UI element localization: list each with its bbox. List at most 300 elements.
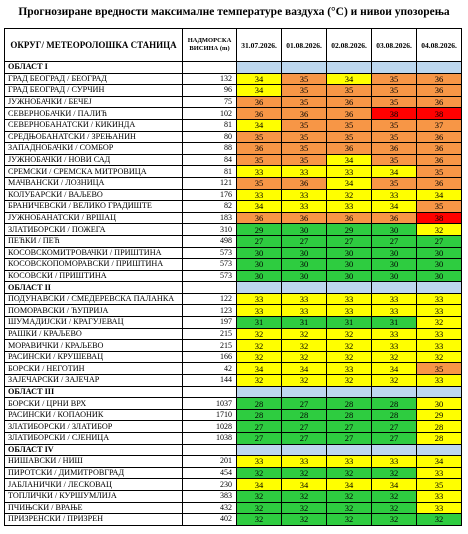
temperature-cell: 32 [282, 490, 327, 502]
temperature-cell: 29 [327, 224, 372, 236]
temperature-cell: 33 [237, 456, 282, 468]
table-row [5, 293, 462, 305]
station-name: ЗЛАТИБОРСКИ / ЗЛАТИБОР [5, 421, 183, 433]
temperature-cell: 36 [237, 108, 282, 120]
table-row [5, 375, 462, 387]
region-name: ОБЛАСТ III [5, 386, 183, 398]
temperature-cell: 35 [237, 131, 282, 143]
temperature-cell: 27 [372, 421, 417, 433]
temperature-cell: 33 [282, 166, 327, 178]
table-row [5, 224, 462, 236]
region-blank-cell [183, 386, 237, 398]
temperature-cell: 32 [417, 224, 462, 236]
temperature-cell: 33 [327, 363, 372, 375]
region-date-cell [282, 282, 327, 294]
temperature-cell: 30 [417, 247, 462, 259]
table-row [5, 363, 462, 375]
station-name: РАСИНСКИ / КРУШЕВАЦ [5, 351, 183, 363]
temperature-cell: 35 [372, 96, 417, 108]
temperature-cell: 36 [237, 96, 282, 108]
table-row [5, 201, 462, 213]
temperature-cell: 30 [417, 270, 462, 282]
temperature-cell: 32 [372, 490, 417, 502]
temperature-cell: 32 [237, 375, 282, 387]
region-date-cell [417, 62, 462, 74]
temperature-cell: 34 [237, 479, 282, 491]
temperature-cell: 38 [417, 212, 462, 224]
station-altitude: 144 [183, 375, 237, 387]
station-column-header: ОКРУГ/ МЕТЕОРОЛОШКА СТАНИЦА [5, 29, 183, 62]
temperature-cell: 35 [282, 73, 327, 85]
region-date-cell [237, 62, 282, 74]
temperature-cell: 35 [282, 131, 327, 143]
temperature-cell: 35 [417, 166, 462, 178]
region-date-cell [327, 62, 372, 74]
temperature-cell: 27 [282, 235, 327, 247]
temperature-cell: 30 [282, 259, 327, 271]
table-row [5, 305, 462, 317]
temperature-cell: 34 [237, 85, 282, 97]
temperature-cell: 36 [327, 96, 372, 108]
station-altitude: 197 [183, 317, 237, 329]
temperature-cell: 29 [237, 224, 282, 236]
station-name: МОРАВИЧКИ / КРАЉЕВО [5, 340, 183, 352]
temperature-cell: 33 [417, 467, 462, 479]
temperature-cell: 31 [282, 317, 327, 329]
temperature-cell: 33 [282, 456, 327, 468]
temperature-cell: 33 [372, 293, 417, 305]
region-date-cell [237, 444, 282, 456]
station-altitude: 80 [183, 131, 237, 143]
temperature-cell: 30 [417, 398, 462, 410]
station-altitude: 123 [183, 305, 237, 317]
table-row [5, 514, 462, 526]
temperature-cell: 32 [327, 502, 372, 514]
table-row [5, 247, 462, 259]
temperature-cell: 33 [282, 189, 327, 201]
temperature-cell: 35 [282, 143, 327, 155]
temperature-cell: 27 [282, 433, 327, 445]
temperature-cell: 32 [417, 514, 462, 526]
station-altitude: 81 [183, 166, 237, 178]
temperature-cell: 32 [282, 375, 327, 387]
table-row [5, 259, 462, 271]
table-row [5, 96, 462, 108]
temperature-cell: 32 [417, 317, 462, 329]
temperature-cell: 32 [282, 351, 327, 363]
forecast-table [4, 28, 462, 526]
temperature-cell: 32 [372, 375, 417, 387]
region-blank-cell [183, 282, 237, 294]
temperature-cell: 35 [372, 154, 417, 166]
temperature-cell: 28 [417, 433, 462, 445]
temperature-cell: 28 [372, 409, 417, 421]
temperature-cell: 30 [327, 259, 372, 271]
temperature-cell: 32 [237, 340, 282, 352]
station-name: ЗАЈЕЧАРСКИ / ЗАЈЕЧАР [5, 375, 183, 387]
temperature-cell: 36 [417, 73, 462, 85]
temperature-cell: 32 [327, 375, 372, 387]
station-altitude: 183 [183, 212, 237, 224]
station-altitude: 454 [183, 467, 237, 479]
temperature-cell: 36 [372, 143, 417, 155]
station-altitude: 432 [183, 502, 237, 514]
temperature-cell: 32 [282, 502, 327, 514]
temperature-cell: 32 [282, 467, 327, 479]
temperature-cell: 34 [372, 363, 417, 375]
temperature-cell: 35 [282, 96, 327, 108]
station-altitude: 88 [183, 143, 237, 155]
temperature-cell: 35 [372, 119, 417, 131]
temperature-cell: 32 [372, 502, 417, 514]
station-name: ЗЛАТИБОРСКИ / ПОЖЕГА [5, 224, 183, 236]
temperature-cell: 27 [282, 421, 327, 433]
temperature-cell: 33 [417, 502, 462, 514]
region-blank-cell [183, 62, 237, 74]
temperature-cell: 32 [372, 351, 417, 363]
region-date-cell [237, 386, 282, 398]
temperature-cell: 27 [372, 433, 417, 445]
temperature-cell: 27 [327, 433, 372, 445]
station-altitude: 132 [183, 73, 237, 85]
station-name: ЗАПАДНОБАЧКИ / СОМБОР [5, 143, 183, 155]
altitude-column-header: НАДМОРСКА ВИСИНА (m) [183, 29, 237, 62]
station-name: КОСОВСКОПОМОРАВСКИ / ПРИШТИНА [5, 259, 183, 271]
station-altitude: 402 [183, 514, 237, 526]
temperature-cell: 32 [282, 514, 327, 526]
station-altitude: 201 [183, 456, 237, 468]
station-altitude: 498 [183, 235, 237, 247]
temperature-cell: 33 [372, 340, 417, 352]
temperature-cell: 36 [237, 212, 282, 224]
temperature-cell: 34 [372, 479, 417, 491]
table-row [5, 143, 462, 155]
temperature-cell: 36 [417, 131, 462, 143]
temperature-cell: 33 [417, 305, 462, 317]
temperature-cell: 34 [327, 73, 372, 85]
station-name: ЈУЖНОБАЧКИ / БЕЧЕЈ [5, 96, 183, 108]
temperature-cell: 33 [327, 293, 372, 305]
table-row [5, 270, 462, 282]
table-body [5, 62, 462, 526]
temperature-cell: 30 [282, 270, 327, 282]
table-row [5, 119, 462, 131]
date-column-header: 02.08.2026. [327, 29, 372, 62]
temperature-cell: 36 [237, 143, 282, 155]
temperature-cell: 34 [237, 201, 282, 213]
temperature-cell: 36 [372, 212, 417, 224]
station-name: КОЛУБАРСКИ / ВАЉЕВО [5, 189, 183, 201]
table-row [5, 456, 462, 468]
station-altitude: 102 [183, 108, 237, 120]
region-date-cell [417, 282, 462, 294]
table-row [5, 85, 462, 97]
temperature-cell: 34 [417, 189, 462, 201]
station-altitude: 96 [183, 85, 237, 97]
station-name: БОРСКИ / НЕГОТИН [5, 363, 183, 375]
station-altitude: 122 [183, 293, 237, 305]
region-name: ОБЛАСТ I [5, 62, 183, 74]
table-row [5, 131, 462, 143]
station-name: БРАНИЧЕВСКИ / ВЕЛИКО ГРАДИШТЕ [5, 201, 183, 213]
temperature-cell: 30 [237, 259, 282, 271]
station-name: СРЕМСКИ / СРЕМСКА МИТРОВИЦА [5, 166, 183, 178]
region-date-cell [327, 386, 372, 398]
temperature-cell: 33 [372, 305, 417, 317]
region-date-cell [237, 282, 282, 294]
table-row [5, 409, 462, 421]
temperature-cell: 32 [237, 467, 282, 479]
station-name: ПИРОТСКИ / ДИМИТРОВГРАД [5, 467, 183, 479]
station-name: ПЕЋКИ / ПЕЋ [5, 235, 183, 247]
temperature-cell: 32 [372, 467, 417, 479]
station-name: ПЧИЊСКИ / ВРАЊЕ [5, 502, 183, 514]
temperature-cell: 27 [282, 398, 327, 410]
region-date-cell [282, 444, 327, 456]
station-altitude: 166 [183, 351, 237, 363]
temperature-cell: 31 [237, 317, 282, 329]
temperature-cell: 32 [327, 351, 372, 363]
table-row [5, 398, 462, 410]
station-name: ШУМАДИЈСКИ / КРАГУЈЕВАЦ [5, 317, 183, 329]
temperature-cell: 36 [327, 212, 372, 224]
temperature-cell: 30 [372, 224, 417, 236]
temperature-cell: 33 [327, 201, 372, 213]
temperature-cell: 32 [327, 328, 372, 340]
temperature-cell: 30 [372, 270, 417, 282]
temperature-cell: 27 [417, 235, 462, 247]
station-name: ТОПЛИЧКИ / КУРШУМЛИЈА [5, 490, 183, 502]
station-name: ЈАБЛАНИЧКИ / ЛЕСКОВАЦ [5, 479, 183, 491]
station-altitude: 84 [183, 154, 237, 166]
station-name: СЕВЕРНОБАЧКИ / ПАЛИЋ [5, 108, 183, 120]
station-name: ГРАД БЕОГРАД / СУРЧИН [5, 85, 183, 97]
temperature-cell: 32 [237, 514, 282, 526]
temperature-cell: 36 [417, 85, 462, 97]
temperature-cell: 33 [237, 189, 282, 201]
temperature-cell: 33 [327, 305, 372, 317]
temperature-cell: 34 [282, 363, 327, 375]
temperature-cell: 37 [417, 119, 462, 131]
station-altitude: 176 [183, 189, 237, 201]
table-row [5, 340, 462, 352]
station-altitude: 42 [183, 363, 237, 375]
region-date-cell [372, 386, 417, 398]
temperature-cell: 27 [237, 235, 282, 247]
station-altitude: 230 [183, 479, 237, 491]
temperature-cell: 36 [417, 154, 462, 166]
temperature-cell: 38 [417, 108, 462, 120]
table-row [5, 421, 462, 433]
temperature-cell: 33 [327, 456, 372, 468]
temperature-cell: 38 [372, 108, 417, 120]
temperature-cell: 33 [237, 305, 282, 317]
table-row [5, 177, 462, 189]
temperature-cell: 36 [282, 212, 327, 224]
temperature-cell: 30 [237, 247, 282, 259]
temperature-cell: 30 [327, 247, 372, 259]
temperature-cell: 28 [282, 409, 327, 421]
station-name: ЗЛАТИБОРСКИ / СЈЕНИЦА [5, 433, 183, 445]
temperature-cell: 35 [237, 177, 282, 189]
station-altitude: 75 [183, 96, 237, 108]
station-altitude: 81 [183, 119, 237, 131]
region-date-cell [372, 444, 417, 456]
temperature-cell: 32 [237, 502, 282, 514]
temperature-cell: 35 [372, 85, 417, 97]
temperature-cell: 32 [282, 340, 327, 352]
temperature-cell: 32 [237, 351, 282, 363]
region-header-row [5, 386, 462, 398]
table-row [5, 212, 462, 224]
temperature-cell: 35 [282, 119, 327, 131]
table-row [5, 317, 462, 329]
region-date-cell [282, 386, 327, 398]
table-row [5, 490, 462, 502]
station-name: БОРСКИ / ЦРНИ ВРХ [5, 398, 183, 410]
temperature-cell: 36 [327, 108, 372, 120]
station-altitude: 121 [183, 177, 237, 189]
temperature-cell: 28 [237, 409, 282, 421]
temperature-cell: 28 [372, 398, 417, 410]
temperature-cell: 30 [282, 224, 327, 236]
date-column-header: 31.07.2026. [237, 29, 282, 62]
temperature-cell: 28 [237, 398, 282, 410]
table-row [5, 479, 462, 491]
station-altitude: 1710 [183, 409, 237, 421]
station-altitude: 573 [183, 259, 237, 271]
temperature-cell: 33 [237, 293, 282, 305]
temperature-cell: 32 [237, 328, 282, 340]
station-altitude: 1038 [183, 433, 237, 445]
temperature-cell: 35 [417, 479, 462, 491]
table-row [5, 73, 462, 85]
table-row [5, 154, 462, 166]
temperature-cell: 35 [417, 363, 462, 375]
temperature-cell: 36 [417, 96, 462, 108]
temperature-cell: 28 [327, 398, 372, 410]
station-name: СЕВЕРНОБАНАТСКИ / КИКИНДА [5, 119, 183, 131]
table-row [5, 189, 462, 201]
temperature-cell: 32 [327, 490, 372, 502]
temperature-cell: 33 [237, 166, 282, 178]
region-date-cell [417, 444, 462, 456]
station-name: ПОМОРАВСКИ / ЋУПРИЈА [5, 305, 183, 317]
table-row [5, 328, 462, 340]
temperature-cell: 35 [327, 85, 372, 97]
station-altitude: 573 [183, 270, 237, 282]
temperature-cell: 33 [417, 328, 462, 340]
header-row [5, 29, 462, 62]
temperature-cell: 33 [417, 293, 462, 305]
temperature-cell: 32 [327, 189, 372, 201]
station-altitude: 215 [183, 328, 237, 340]
temperature-cell: 36 [282, 177, 327, 189]
temperature-cell: 32 [282, 328, 327, 340]
temperature-cell: 32 [327, 467, 372, 479]
region-header-row [5, 444, 462, 456]
temperature-cell: 35 [372, 73, 417, 85]
temperature-cell: 28 [327, 409, 372, 421]
region-date-cell [327, 282, 372, 294]
temperature-cell: 32 [237, 490, 282, 502]
table-row [5, 108, 462, 120]
temperature-cell: 34 [327, 177, 372, 189]
temperature-cell: 30 [282, 247, 327, 259]
temperature-cell: 28 [417, 421, 462, 433]
region-date-cell [417, 386, 462, 398]
temperature-cell: 30 [327, 270, 372, 282]
page-title: Прогнозиране вредности максималне температуре ваздуха (°C) и нивои упозорења [18, 6, 450, 18]
temperature-cell: 36 [282, 108, 327, 120]
region-name: ОБЛАСТ IV [5, 444, 183, 456]
station-name: РАСИНСКИ / КОПАОНИК [5, 409, 183, 421]
temperature-cell: 30 [372, 247, 417, 259]
temperature-cell: 35 [417, 201, 462, 213]
temperature-cell: 32 [327, 514, 372, 526]
station-name: ПРИЗРЕНСКИ / ПРИЗРЕН [5, 514, 183, 526]
temperature-cell: 30 [237, 270, 282, 282]
station-name: РАШКИ / КРАЉЕВО [5, 328, 183, 340]
station-altitude: 1028 [183, 421, 237, 433]
station-altitude: 215 [183, 340, 237, 352]
date-column-header: 03.08.2026. [372, 29, 417, 62]
temperature-cell: 31 [372, 317, 417, 329]
region-blank-cell [183, 444, 237, 456]
station-altitude: 383 [183, 490, 237, 502]
temperature-cell: 35 [237, 154, 282, 166]
temperature-cell: 27 [237, 421, 282, 433]
temperature-cell: 34 [327, 154, 372, 166]
temperature-cell: 33 [327, 166, 372, 178]
temperature-cell: 27 [327, 421, 372, 433]
temperature-cell: 34 [237, 363, 282, 375]
temperature-cell: 35 [372, 177, 417, 189]
region-header-row [5, 62, 462, 74]
temperature-cell: 34 [237, 119, 282, 131]
station-name: ЈУЖНОБАЧКИ / НОВИ САД [5, 154, 183, 166]
temperature-cell: 36 [417, 177, 462, 189]
station-altitude: 82 [183, 201, 237, 213]
temperature-cell: 35 [327, 119, 372, 131]
temperature-cell: 35 [372, 131, 417, 143]
table-row [5, 502, 462, 514]
region-date-cell [372, 282, 417, 294]
temperature-cell: 36 [327, 143, 372, 155]
station-name: МАЧВАНСКИ / ЛОЗНИЦА [5, 177, 183, 189]
temperature-cell: 32 [372, 514, 417, 526]
station-name: КОСОВСКИ / ПРИШТИНА [5, 270, 183, 282]
temperature-cell: 33 [372, 456, 417, 468]
temperature-cell: 33 [282, 305, 327, 317]
station-name: ЈУЖНОБАНАТСКИ / ВРШАЦ [5, 212, 183, 224]
temperature-cell: 34 [417, 456, 462, 468]
temperature-cell: 27 [237, 433, 282, 445]
station-name: ПОДУНАВСКИ / СМЕДЕРЕВСКА ПАЛАНКА [5, 293, 183, 305]
temperature-cell: 36 [417, 143, 462, 155]
temperature-cell: 35 [327, 131, 372, 143]
region-date-cell [282, 62, 327, 74]
station-name: КОСОВСКОМИТРОВАЧКИ / ПРИШТИНА [5, 247, 183, 259]
temperature-cell: 33 [282, 293, 327, 305]
table-row [5, 235, 462, 247]
region-header-row [5, 282, 462, 294]
temperature-cell: 33 [282, 201, 327, 213]
station-name: НИШАВСКИ / НИШ [5, 456, 183, 468]
date-column-header: 01.08.2026. [282, 29, 327, 62]
temperature-cell: 34 [372, 201, 417, 213]
temperature-cell: 33 [372, 189, 417, 201]
